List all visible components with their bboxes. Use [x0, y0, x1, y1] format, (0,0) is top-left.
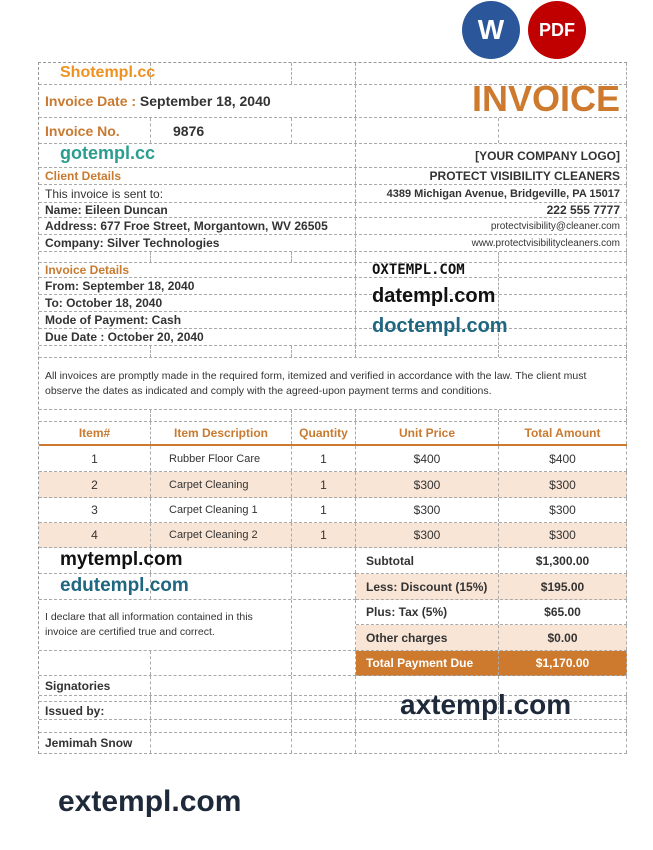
invoice-title: INVOICE	[356, 85, 627, 117]
invoice-date: September 18, 2040	[139, 93, 271, 109]
client-address: Address: 677 Froe Street, Morgantown, WV 26505	[39, 218, 356, 234]
word-format-icon[interactable]: W	[462, 1, 520, 59]
client-company: Company: Silver Technologies	[39, 235, 356, 251]
item-description: Rubber Floor Care	[151, 446, 292, 471]
invoice-details-heading: Invoice Details	[39, 263, 356, 277]
item-number: 1	[39, 446, 151, 471]
watermark-logo: OXTEMPL.COM	[372, 262, 465, 278]
item-number: 3	[39, 498, 151, 522]
invoice-date-label: Invoice Date :	[45, 93, 137, 109]
table-row	[39, 523, 627, 548]
total-due-value: $1,170.00	[499, 651, 627, 675]
col-total-amount: Total Amount	[499, 422, 627, 444]
company-name: PROTECT VISIBILITY CLEANERS	[356, 168, 627, 184]
item-unit-price: $300	[356, 498, 499, 522]
subtotal-label: Subtotal	[356, 548, 499, 573]
col-unit-price: Unit Price	[356, 422, 499, 444]
tax-value: $65.00	[499, 600, 627, 624]
item-number: 2	[39, 472, 151, 497]
col-quantity: Quantity	[292, 422, 356, 444]
item-description: Carpet Cleaning	[151, 472, 292, 497]
item-number: 4	[39, 523, 151, 547]
company-address: 4389 Michigan Avenue, Bridgeville, PA 15017	[356, 185, 627, 202]
item-description: Carpet Cleaning 1	[151, 498, 292, 522]
watermark-logo: axtempl.com	[400, 689, 572, 720]
col-item-number: Item#	[39, 422, 151, 444]
item-quantity: 1	[292, 523, 356, 547]
pdf-format-icon[interactable]: PDF	[528, 1, 586, 59]
table-row	[39, 472, 627, 498]
issued-by-label: Issued by:	[39, 702, 151, 719]
subtotal-value: $1,300.00	[499, 548, 627, 573]
item-unit-price: $300	[356, 472, 499, 497]
payment-mode: Mode of Payment: Cash	[39, 312, 356, 328]
company-email[interactable]: protectvisibility@cleaner.com	[356, 218, 627, 234]
watermark-logo: doctempl.com	[372, 315, 508, 337]
item-description: Carpet Cleaning 2	[151, 523, 292, 547]
company-logo-placeholder: [YOUR COMPANY LOGO]	[356, 144, 627, 167]
item-quantity: 1	[292, 498, 356, 522]
signatories-heading: Signatories	[39, 676, 151, 695]
item-quantity: 1	[292, 446, 356, 471]
watermark-logo: gotempl.cc	[60, 143, 156, 163]
declaration-text: I declare that all information contained in this invoice are certified true and correct.	[39, 600, 292, 650]
item-total: $300	[499, 498, 627, 522]
items-header-row	[39, 422, 627, 446]
period-to: To: October 18, 2040	[39, 295, 356, 311]
other-charges-label: Other charges	[356, 625, 499, 650]
total-due-label: Total Payment Due	[356, 651, 499, 675]
company-phone: 222 555 7777	[356, 203, 627, 217]
watermark-logo: edutempl.com	[60, 575, 189, 596]
table-row	[39, 446, 627, 472]
table-row	[39, 498, 627, 523]
client-details-heading: Client Details	[39, 168, 356, 184]
issuer-name: Jemimah Snow	[39, 733, 151, 753]
invoice-notice: All invoices are promptly made in the required form, itemized and verified in accordance with the law. The client must observe the dates as indicated and comply with the agreed-upon payment terms and conditions.	[39, 358, 627, 409]
watermark-logo: Shotempl.cc	[60, 64, 156, 81]
item-total: $400	[499, 446, 627, 471]
other-charges-value: $0.00	[499, 625, 627, 650]
watermark-logo: datempl.com	[372, 285, 496, 307]
invoice-no: 9876	[151, 118, 292, 143]
col-description: Item Description	[151, 422, 292, 444]
item-total: $300	[499, 472, 627, 497]
invoice-sheet	[38, 62, 627, 754]
client-intro: This invoice is sent to:	[39, 185, 356, 202]
due-date: Due Date : October 20, 2040	[39, 329, 356, 345]
company-website[interactable]: www.protectvisibilitycleaners.com	[356, 235, 627, 251]
tax-label: Plus: Tax (5%)	[356, 600, 499, 624]
client-name: Name: Eileen Duncan	[39, 203, 356, 217]
watermark-logo: mytempl.com	[60, 549, 183, 570]
item-unit-price: $300	[356, 523, 499, 547]
period-from: From: September 18, 2040	[39, 278, 356, 294]
item-unit-price: $400	[356, 446, 499, 471]
discount-value: $195.00	[499, 574, 627, 599]
discount-label: Less: Discount (15%)	[356, 574, 499, 599]
item-quantity: 1	[292, 472, 356, 497]
invoice-no-label: Invoice No.	[39, 118, 151, 143]
item-total: $300	[499, 523, 627, 547]
watermark-logo: extempl.com	[58, 785, 242, 818]
